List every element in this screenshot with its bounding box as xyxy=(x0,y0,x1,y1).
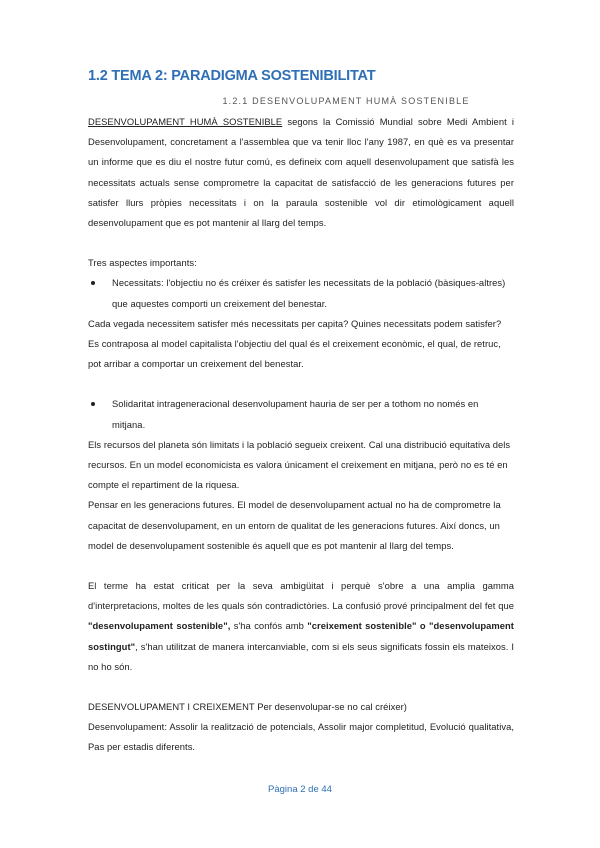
spacer xyxy=(88,233,514,253)
subsection-heading: 1.2.1 DESENVOLUPAMENT HUMÀ SOSTENIBLE xyxy=(222,96,470,106)
intro-text: segons la Comissió Mundial sobre Medi Ambient i Desenvolupament, concretament a l'assemblea que va tenir lloc l'any 1987, en què es va presentar un informe que es diu el nostre futur comú, es defineix com aquell desenvolupament que satisfà les necessitats actuals sense comprometre la capacitat de satisfacció de les generacions futures per satisfer llurs pròpies necessitats i on la paraula sostenible vol dir etimològicament aquell desenvolupament que es pot mantenir al llarg del temps. xyxy=(88,116,515,229)
intro-term: DESENVOLUPAMENT HUMÀ SOSTENIBLE xyxy=(88,116,283,127)
section-heading: 1.2 TEMA 2: PARADIGMA SOSTENIBILITAT xyxy=(88,68,376,84)
paragraph-terme-criticat xyxy=(88,576,514,677)
bullet-necessitats xyxy=(88,273,514,313)
bullet-text: Solidaritat intrageneracional desenvolupament hauria de ser per a tothom no només en mitjana. xyxy=(112,398,479,430)
paragraph-desenvolupament-creixement: DESENVOLUPAMENT I CREIXEMENT Per desenvolupar-se no cal créixer) xyxy=(88,701,407,713)
bullet-icon xyxy=(91,402,95,406)
paragraph-model-capitalista: Es contraposa al model capitalista l'objectiu del qual és el creixement econòmic, el qual, de retruc, pot arribar a comportar un creixement del benestar. xyxy=(88,338,501,370)
paragraph-generacions-futures: Pensar en les generacions futures. El model de desenvolupament actual no ha de comprometre la capacitat de desenvolupament, en un entorn de qualitat de les generacions futures. Així doncs, un model de desenvolupament sostenible és aquell que es pot mantenir al llarg del temps. xyxy=(88,499,501,551)
spacer xyxy=(88,677,514,697)
bullet-text: Necessitats: l'objectiu no és créixer és satisfer les necessitats de la població (bàsiques-altres) que aquestes comporti un creixement del benestar. xyxy=(112,277,506,309)
page-number: Pàgina 2 de 44 xyxy=(268,784,332,795)
paragraph-recursos: Els recursos del planeta són limitats i la població segueix creixent. Cal una distribució equitativa dels recursos. En un model economicista es valora únicament el creixement en mitjana, però no es té en compte el repartiment de la riquesa. xyxy=(88,438,511,491)
paragraph-definicio-desenvolupament: Desenvolupament: Assolir la realització de potencials, Assolir major completitud, Evolució qualitativa, Pas per estadis diferents. xyxy=(88,721,514,753)
intro-paragraph xyxy=(88,112,514,233)
para3-bold-2: "creixement sostenible" o "desenvolupament sostingut" xyxy=(88,620,514,652)
bullet-solidaritat xyxy=(88,394,514,434)
para3-bold-1: "desenvolupament sostenible", xyxy=(88,620,231,632)
spacer xyxy=(88,374,514,394)
page-content xyxy=(88,66,514,758)
spacer xyxy=(88,556,514,576)
bullet-icon xyxy=(91,281,95,285)
para3-text-1: El terme ha estat criticat per la seva ambigüitat i perquè s'obre a una amplia gamma d'interpretacions, moltes de les quals són contradictòries. La confusió prové principalment del fet que xyxy=(88,580,514,612)
para3-text-3: , s'han utilitzat de manera intercanviable, com si els seus significats fossin els mateixos. I no ho són. xyxy=(88,640,514,672)
aspects-title: Tres aspectes importants: xyxy=(88,257,197,269)
paragraph-necessitats-question: Cada vegada necessitem satisfer més necessitats per capita? Quines necessitats podem satisfer? xyxy=(88,317,502,329)
para3-text-2: s'ha confós amb xyxy=(230,620,308,632)
